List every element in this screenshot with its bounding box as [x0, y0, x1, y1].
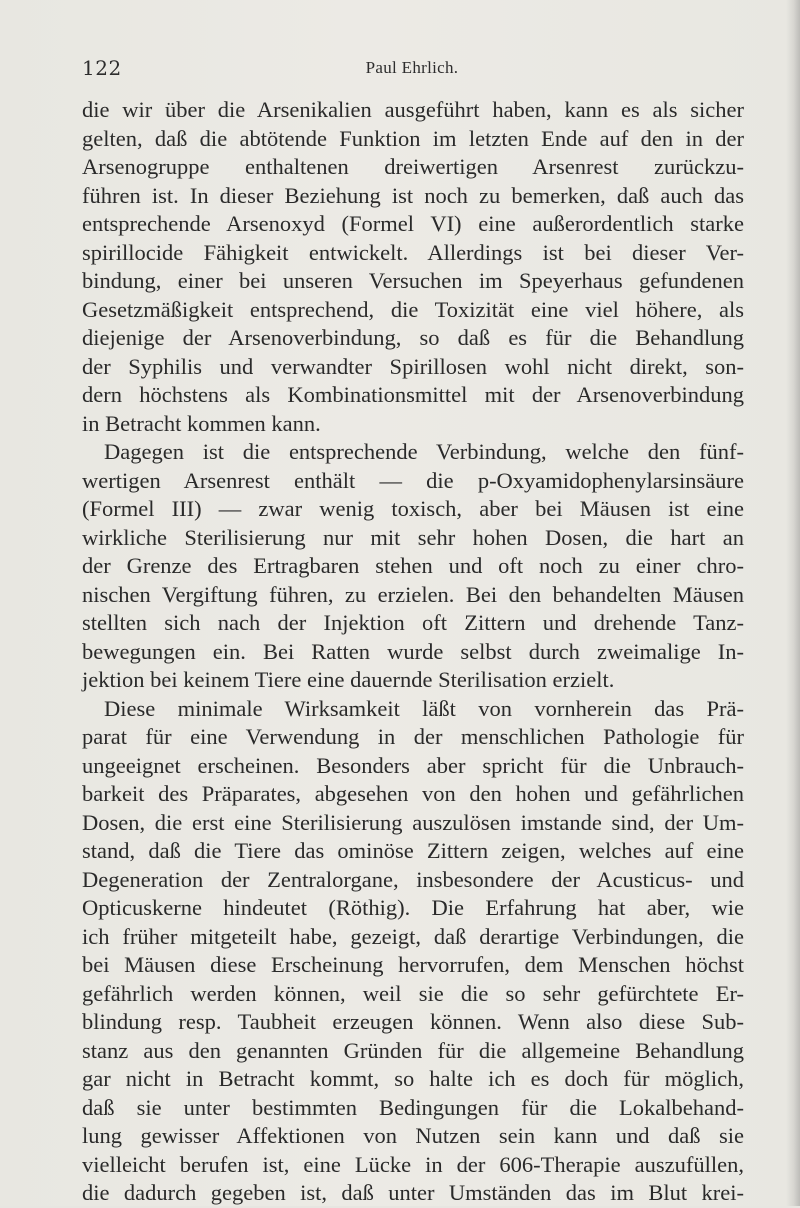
- page-header: [82, 56, 742, 86]
- text-line: vielleicht berufen ist, eine Lücke in der 606-Therapie auszufüllen,: [82, 1151, 744, 1177]
- running-title: Paul Ehrlich.: [365, 58, 459, 77]
- text-line: Gesetzmäßigkeit entsprechend, die Toxizität eine viel höhere, als: [82, 296, 744, 322]
- text-line: (Formel III) — zwar wenig toxisch, aber bei Mäusen ist eine: [82, 496, 744, 521]
- text-line: gar nicht in Betracht kommt, so halte ich es doch für möglich,: [82, 1066, 744, 1091]
- text-line: führen ist. In dieser Beziehung ist noch zu bemerken, daß auch das: [82, 182, 744, 208]
- text-line: bindung, einer bei unseren Versuchen im Speyerhaus gefundenen: [82, 268, 744, 293]
- text-line: barkeit des Präparates, abgesehen von den hohen und gefährlichen: [82, 781, 744, 806]
- text-line: nischen Vergiftung führen, zu erzielen. Bei den behandelten Mäusen: [82, 581, 744, 607]
- text-line: spirillocide Fähigkeit entwickelt. Allerdings ist bei dieser Ver-: [82, 239, 744, 265]
- text-line: gelten, daß die abtötende Funktion im letzten Ende auf den in der: [82, 125, 744, 151]
- text-line: entsprechende Arsenoxyd (Formel VI) eine außerordentlich starke: [82, 211, 744, 236]
- text-line: Arsenogruppe enthaltenen dreiwertigen Arsenrest zurückzu-: [82, 154, 744, 179]
- paragraph-1: [82, 96, 744, 438]
- text-line: die dadurch gegeben ist, daß unter Umständen das im Blut krei-: [82, 1180, 744, 1205]
- text-line: jektion bei keinem Tiere eine dauernde Sterilisation erzielt.: [82, 667, 615, 692]
- text-line: bei Mäusen diese Erscheinung hervorrufen, dem Menschen höchst: [82, 952, 744, 977]
- page-edge-shadow: [786, 0, 800, 1206]
- text-line: stanz aus den genannten Gründen für die allgemeine Behandlung: [82, 1037, 744, 1063]
- text-line: gefährlich werden können, weil sie die so sehr gefürchtete Er-: [82, 980, 744, 1006]
- text-line: daß sie unter bestimmten Bedingungen für die Lokalbehand-: [82, 1094, 744, 1120]
- text-line: in Betracht kommen kann.: [82, 410, 321, 436]
- text-line: der Syphilis und verwandter Spirillosen wohl nicht direkt, son-: [82, 353, 744, 379]
- text-line: die wir über die Arsenikalien ausgeführt haben, kann es als sicher: [82, 97, 744, 122]
- text-line: stellten sich nach der Injektion oft Zittern und drehende Tanz-: [82, 610, 744, 635]
- text-line: wertigen Arsenrest enthält — die p-Oxyamidophenylarsinsäure: [82, 467, 744, 493]
- paragraph-3: [82, 695, 744, 1208]
- text-line: stand, daß die Tiere das ominöse Zittern zeigen, welches auf eine: [82, 838, 744, 863]
- text-line: diejenige der Arsenoverbindung, so daß es für die Behandlung: [82, 325, 744, 350]
- text-line: parat für eine Verwendung in der menschlichen Pathologie für: [82, 724, 744, 749]
- text-line: Dosen, die erst eine Sterilisierung auszulösen imstande sind, der Um-: [82, 809, 744, 835]
- text-line: bewegungen ein. Bei Ratten wurde selbst durch zweimalige In-: [82, 638, 744, 664]
- text-line: Dagegen ist die entsprechende Verbindung, welche den fünf-: [104, 439, 744, 464]
- page-number: 122: [82, 56, 122, 80]
- paragraph-2: [82, 438, 744, 695]
- text-line: Opticuskerne hindeutet (Röthig). Die Erfahrung hat aber, wie: [82, 895, 744, 920]
- text-line: ungeeignet erscheinen. Besonders aber spricht für die Unbrauch-: [82, 752, 744, 778]
- text-line: Degeneration der Zentralorgane, insbesondere der Acusticus- und: [82, 866, 744, 892]
- text-line: dern höchstens als Kombinationsmittel mit der Arsenoverbindung: [82, 382, 744, 407]
- text-line: der Grenze des Ertragbaren stehen und oft noch zu einer chro-: [82, 553, 744, 578]
- text-line: lung gewisser Affektionen von Nutzen sein kann und daß sie: [82, 1123, 744, 1148]
- text-line: wirkliche Sterilisierung nur mit sehr hohen Dosen, die hart an: [82, 524, 744, 550]
- text-line: Diese minimale Wirksamkeit läßt von vornherein das Prä-: [104, 695, 744, 721]
- text-line: ich früher mitgeteilt habe, gezeigt, daß derartige Verbindungen, die: [82, 923, 744, 949]
- body-text: [82, 96, 744, 1208]
- text-line: blindung resp. Taubheit erzeugen können. Wenn also diese Sub-: [82, 1009, 744, 1034]
